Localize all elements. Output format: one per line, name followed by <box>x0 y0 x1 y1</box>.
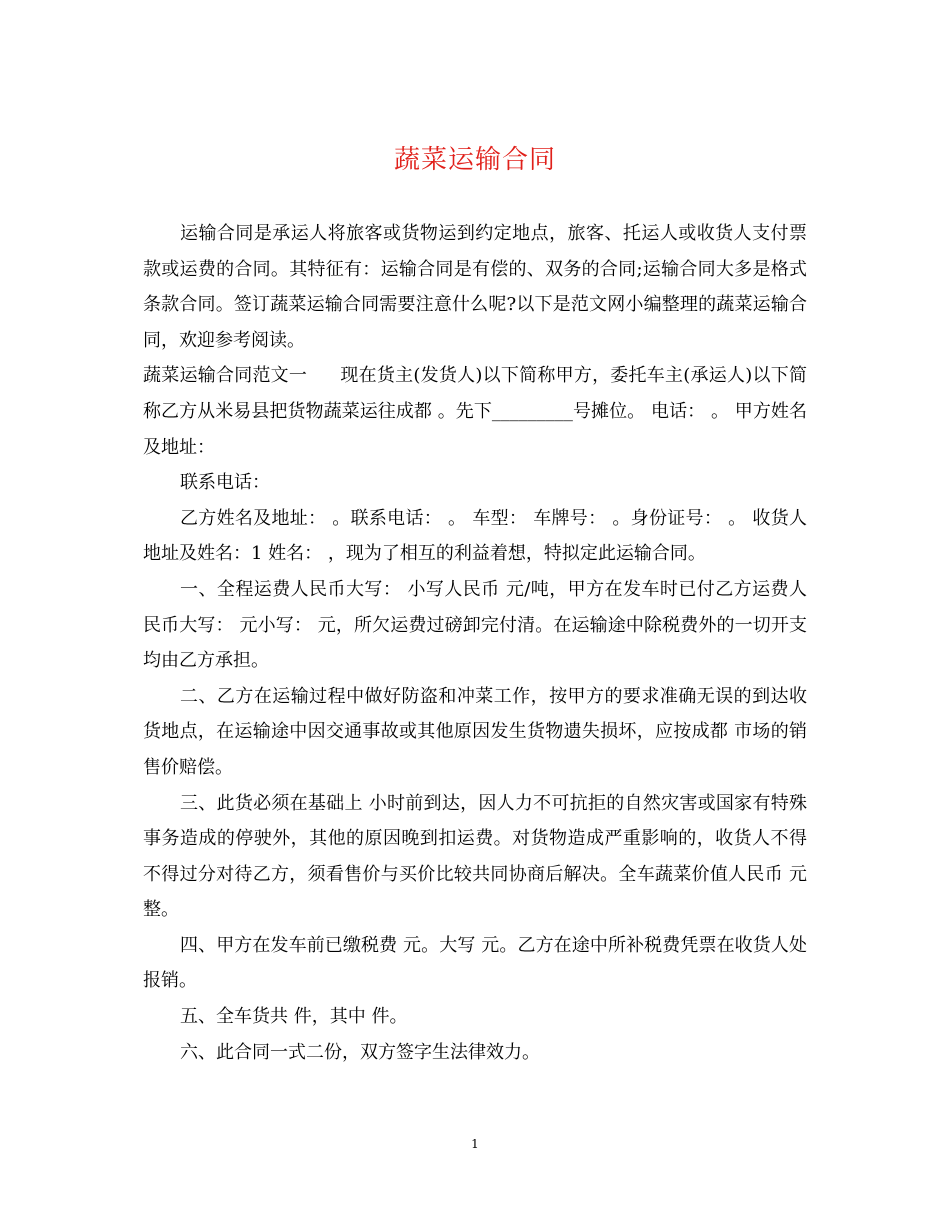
clause-3: 三、此货必须在基础上 小时前到达，因人力不可抗拒的自然灾害或国家有特殊事务造成的停驶外，其他的原因晚到扣运费。对货物造成严重影响的，收货人不得不得过分对待乙方，须看售价与买价比较共同协商后解决。全车蔬菜价值人民币 元整。 <box>143 792 807 921</box>
page-number: 1 <box>471 1137 479 1151</box>
clause-5: 五、全车货共 件，其中 件。 <box>180 1006 408 1028</box>
clause-6: 六、此合同一式二份，双方签字生法律效力。 <box>180 1041 540 1063</box>
clause-4: 四、甲方在发车前已缴税费 元。大写 元。乙方在途中所补税费凭票在收货人处报销。 <box>143 934 807 992</box>
document-body <box>143 216 807 1070</box>
intro-paragraph: 运输合同是承运人将旅客或货物运到约定地点，旅客、托运人或收货人支付票款或运费的合同。其特征有：运输合同是有偿的、双务的合同;运输合同大多是格式条款合同。签订蔬菜运输合同需要注意什么呢?以下是范文网小编整理的蔬菜运输合同，欢迎参考阅读。 <box>143 223 807 351</box>
clause-1: 一、全程运费人民币大写： 小写人民币 元/吨，甲方在发车时已付乙方运费人民币大写： 元小写： 元，所欠运费过磅卸完付清。在运输途中除税费外的一切开支均由乙方承担。 <box>143 578 807 672</box>
party-a-paragraph <box>143 358 807 465</box>
clause-2: 二、乙方在运输过程中做好防盗和冲菜工作，按甲方的要求准确无误的到达收货地点，在运输途中因交通事故或其他原因发生货物遗失损坏，应按成都 市场的销售价赔偿。 <box>143 685 807 778</box>
contact-phone-line: 联系电话： <box>180 472 270 494</box>
party-b-paragraph: 乙方姓名及地址： 。联系电话： 。 车型： 车牌号： 。身份证号： 。 收货人地址及姓名：1 姓名： ，现为了相互的利益着想，特拟定此运输合同。 <box>143 507 807 565</box>
sample-label: 蔬菜运输合同范文一 <box>143 365 308 387</box>
party-a-intro: 现在货主(发货人)以下简称甲方，委托车主(承运人)以下简称乙方从米易县把货物蔬菜运往成都 。先下_________号摊位。 电话： 。 甲方姓名及地址： <box>143 365 807 458</box>
document-title: 蔬菜运输合同 <box>393 145 556 175</box>
